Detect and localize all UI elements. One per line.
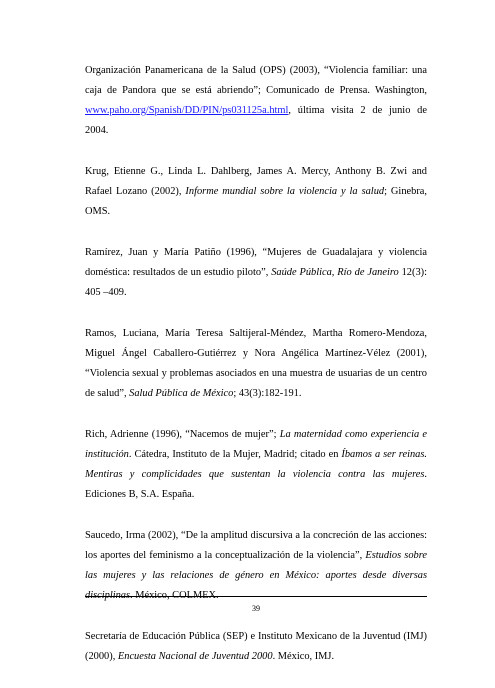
reference-entry (85, 61, 427, 141)
reference-text: Secretaría de Educación Pública (SEP) e Instituto Mexicano de la Juventud (IMJ) (2000), (85, 631, 427, 662)
reference-text: Saucedo, Irma (2002), “De la amplitud discursiva a la concreción de las acciones: los aportes del feminismo a la conceptualización de la violencia”, (85, 530, 427, 561)
reference-entry (85, 162, 427, 222)
reference-entry (85, 627, 427, 667)
page-number: 39 (252, 604, 260, 613)
reference-entry (85, 526, 427, 606)
references-list (85, 61, 427, 688)
reference-text: . México, COLMEX. (130, 590, 219, 601)
reference-text: Ramírez, Juan y María Patiño (1996), “Mujeres de Guadalajara y violencia doméstica: resultados de un estudio piloto”, (85, 247, 427, 278)
reference-title: Informe mundial sobre la violencia y la salud (185, 186, 385, 197)
reference-text: Krug, Etienne G., Linda L. Dahlberg, James A. Mercy, Anthony B. Zwi and Rafael Lozano (2002), (85, 166, 427, 197)
reference-text: . México, IMJ. (272, 651, 335, 662)
reference-text: , última visita 2 de junio de 2004. (85, 105, 427, 136)
reference-entry (85, 324, 427, 404)
reference-entry (85, 243, 427, 303)
footer-divider (85, 596, 427, 597)
reference-title: Saúde Pública, Río de Janeiro (271, 267, 399, 278)
reference-title: Encuesta Nacional de Juventud 2000 (117, 651, 273, 662)
reference-title: La maternidad como experiencia e institución (85, 429, 427, 460)
reference-text: . Ediciones B, S.A. España. (85, 469, 427, 500)
reference-title: Estudios sobre las mujeres y las relaciones de género en México: aportes desde diversas disciplinas (85, 550, 427, 601)
reference-text: Organización Panamericana de la Salud (OPS) (2003), “Violencia familiar: una caja de Pandora que se está abriendo”; Comunicado de Prensa. Washington, (85, 65, 427, 96)
reference-text: ; 43(3):182-191. (233, 388, 302, 399)
reference-text: Ramos, Luciana, María Teresa Saltijeral-Méndez, Martha Romero-Mendoza, Miguel Ángel Caballero-Gutiérrez y Nora Angélica Martínez-Vélez (2001), “Violencia sexual y problemas asociados en una muestra de usuarias de un centro de salud”, (85, 328, 427, 399)
reference-title: Íbamos a ser reinas. Mentiras y complicidades que sustentan la violencia contra las mujeres (85, 449, 427, 480)
reference-text: . Cátedra, Instituto de la Mujer, Madrid; citado en (128, 449, 342, 460)
reference-text: 12(3): 405 –409. (85, 267, 427, 298)
reference-entry (85, 425, 427, 505)
reference-title: Salud Pública de México (129, 388, 234, 399)
reference-text: Rich, Adrienne (1996), “Nacemos de mujer”; (85, 429, 280, 440)
reference-link[interactable]: www.paho.org/Spanish/DD/PIN/ps031125a.html (85, 105, 289, 116)
reference-text: ; Ginebra, OMS. (85, 186, 427, 217)
